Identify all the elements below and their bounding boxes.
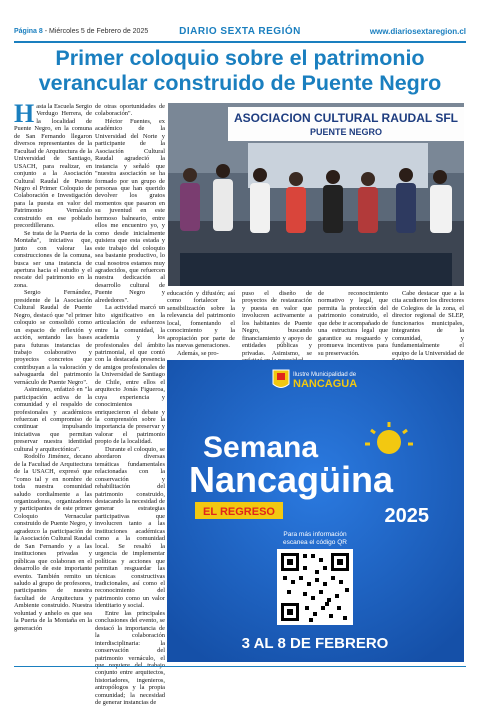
paragraph: Se trata de la Puerta de la Montaña", iniciativa que, junto con valorar las construcciones de la comuna, busca ser una instancia de apertura hacia el estudio y el rescate del patrimonio en la zona. bbox=[14, 229, 92, 289]
headline-1: Semana bbox=[203, 431, 319, 464]
paragraph: La actividad marcó un hito significativo en la articulación de esfuerzos entre la comunidad, la academia y los profesionales del ámbito patrimonial, el que contó con la destacada presencia de amigos profesionales de la Universidad de Santiago de Chile, entre ellos el arquitecto Jonás Figueroa, cuya experiencia y conocimientos enriquecieron el debate y la comprensión sobre la importancia de preservar y valorar el patrimonio propio de la localidad. bbox=[95, 304, 165, 446]
page-label: Página 8 bbox=[14, 28, 43, 35]
paragraph: de otras oportunidades de colaboración". bbox=[95, 103, 165, 118]
paragraph: Además, se pro- bbox=[177, 349, 219, 357]
paragraph: Sergio Fernández, presidente de la Asociación Cultural Raudal de Puente Negro, destacó que "el primer coloquio se consolidó como un espacio de reflexión y acción, sentando las bases para futuras instancias de trabajo colaborativo y proyectos concretos que contribuyan a la valoración y salvaguarda del patrimonio vernáculo de Puente Negro". bbox=[14, 289, 92, 386]
paragraph: de reconocimiento normativo y legal, que permita la protección del patrimonio construido, el que debe ir acompañado de una estructura legal que garantice su resguardo y promueva incentivos para su preservación. bbox=[318, 290, 388, 357]
paragraph: Asimismo, enfatizó en "la participación activa de la comunidad y el respaldo de profesionales y académicos refuerzan el compromiso de continuar impulsando iniciativas que permitan preservar nuestra identidad cultural y arquitectónica". bbox=[14, 386, 92, 453]
paragraph: Cabe destacar que a la cita acudieron los directores de Colegios de la zona, el director regional de SLEP, funcionarios municipales, integrantes de la comunidad, y fundamentalmente el equipo de la Universidad de bbox=[392, 290, 464, 357]
footer-rule bbox=[14, 666, 466, 667]
municipal-crest-icon bbox=[273, 370, 289, 388]
paragraph-text: asta la Escuela Sergio Verdugo Herrera, de la localidad de Puente Negro, en la comuna de San Fernando llegaron diversos representantes de la Facultad de Arquitectura de la Universidad de Santiago, USACH, para realizar, en conjunto a la Asociación Cultural Raudal de Puente Negro el Primer Coloquio de Colaboración e Investigación para la puesta en valor del Patrimonio Vernáculo construido en ese poblado precordillerano. bbox=[14, 103, 93, 230]
article-column-4 bbox=[242, 290, 312, 365]
article-column-5 bbox=[318, 290, 388, 357]
page-date: - Miércoles 5 de Febrero de 2025 bbox=[42, 28, 149, 35]
municipality-small: Ilustre Municipalidad de bbox=[293, 372, 357, 378]
ad-year: 2025 bbox=[384, 505, 429, 527]
qr-caption-1: Para más información bbox=[283, 531, 347, 538]
article-column-6 bbox=[392, 290, 464, 365]
municipality-name: NANCAGUA bbox=[293, 378, 358, 390]
banner-text-1: ASOCIACION CULTURAL RAUDAL SFL bbox=[234, 111, 458, 125]
paragraph: Héctor Fuentes, ex académico de la Universidad del Norte y participante de la Asociación Cultural Raudal agradeció la instancia y señaló que "nuestra asociación se ha formado por un grupo de personas que han querido devolver los gratos momentos que pasaron en su juventud en este hermoso balneario, entre ellos me encuentro yo, y como desde inicialmente quisiera que esta estada y este trabajo del coloquio sea bastante productivo, lo cual nosotros estamos muy agradecidos, que refuercen nuestra dedicación al desarrollo cultural de Puente Negro y alrededores". bbox=[95, 117, 165, 304]
ad-dates: 3 AL 8 DE FEBRERO bbox=[241, 635, 389, 652]
paragraph: educación y difusión; así como fortalecer la sensibilización sobre la relevancia del patrimonio local, fomentando el conocimiento y la apropiación por parte de las nuevas generaciones. bbox=[167, 290, 235, 350]
article-column-2 bbox=[95, 103, 165, 707]
drop-cap: H bbox=[14, 99, 35, 128]
header-rule bbox=[14, 41, 466, 43]
first-paragraph bbox=[14, 99, 93, 230]
article-column-3 bbox=[167, 290, 235, 357]
paragraph: Rodolfo Jiménez, decano de la Facultad de Arquitectura de la USACH, expresó que "como tal y en nombre de toda nuestra comunidad saludo cordialmente a las organizadoras, organizadores y participantes de este primer Coloquio Vernacular construido de Puente Negro, y agradezco la participación de la Asociación Cultural Raudal de San Fernando y a las instituciones privadas y públicas que colaboran en el desarrollo de este importante evento. También remito un saludo al grupo de profesores, participantes de nuestra facultad de Arquitectura y Ambiente construido. Nuestra voluntad y anhelo es que sea la Puerta de la Montaña en la generación bbox=[14, 453, 92, 632]
website-link[interactable]: www.diariosextaregion.cl bbox=[369, 27, 466, 36]
paragraph: Durante el coloquio, se abordaron diversas temáticas fundamentales relacionadas con la conservación y rehabilitación del patrimonio construido, destacando la necesidad de generar estrategias participativas que involucren tanto a las instituciones académicas como a la comunidad local. Se resaltó la urgencia de implementar políticas y acciones que permitan resguardar las técnicas constructivas tradicionales, así como el reconocimiento del patrimonio como un valor identitario y social. bbox=[95, 445, 165, 610]
page-header bbox=[14, 26, 466, 40]
advertisement[interactable] bbox=[167, 360, 464, 662]
headline-2: Nancagüina bbox=[189, 459, 394, 500]
article-column-1 bbox=[14, 99, 93, 663]
banner-text-2: PUENTE NEGRO bbox=[309, 127, 383, 137]
qr-code-icon[interactable] bbox=[277, 549, 353, 625]
paper-name: DIARIO SEXTA REGIÓN bbox=[179, 26, 301, 37]
ad-graphic bbox=[167, 360, 464, 662]
photo-illustration bbox=[168, 103, 464, 286]
paragraph: puso el diseño de proyectos de restauración y puesta en valor que involucren activamente a los habitantes de Puente Negro, buscando financiamiento y apoyo de entidades públicas y privadas. Asimismo, se bbox=[242, 290, 312, 357]
paragraph: Entre las principales conclusiones del evento, se destacó la importancia de la colaboración interdisciplinaria: la conservación del patrimonio vernáculo, el conjunto entre arquitectos, historiadores, ingenieros, antropólogos y la propia comunidad; la necesidad de generar instancias de bbox=[95, 609, 165, 707]
event-photo bbox=[168, 103, 464, 286]
article-title: Primer coloquio sobre el patrimonio verancular construido de Puente Negro bbox=[38, 46, 442, 95]
ad-tag: EL REGRESO bbox=[203, 506, 275, 518]
qr-caption-2: escanea el código QR bbox=[283, 539, 347, 546]
